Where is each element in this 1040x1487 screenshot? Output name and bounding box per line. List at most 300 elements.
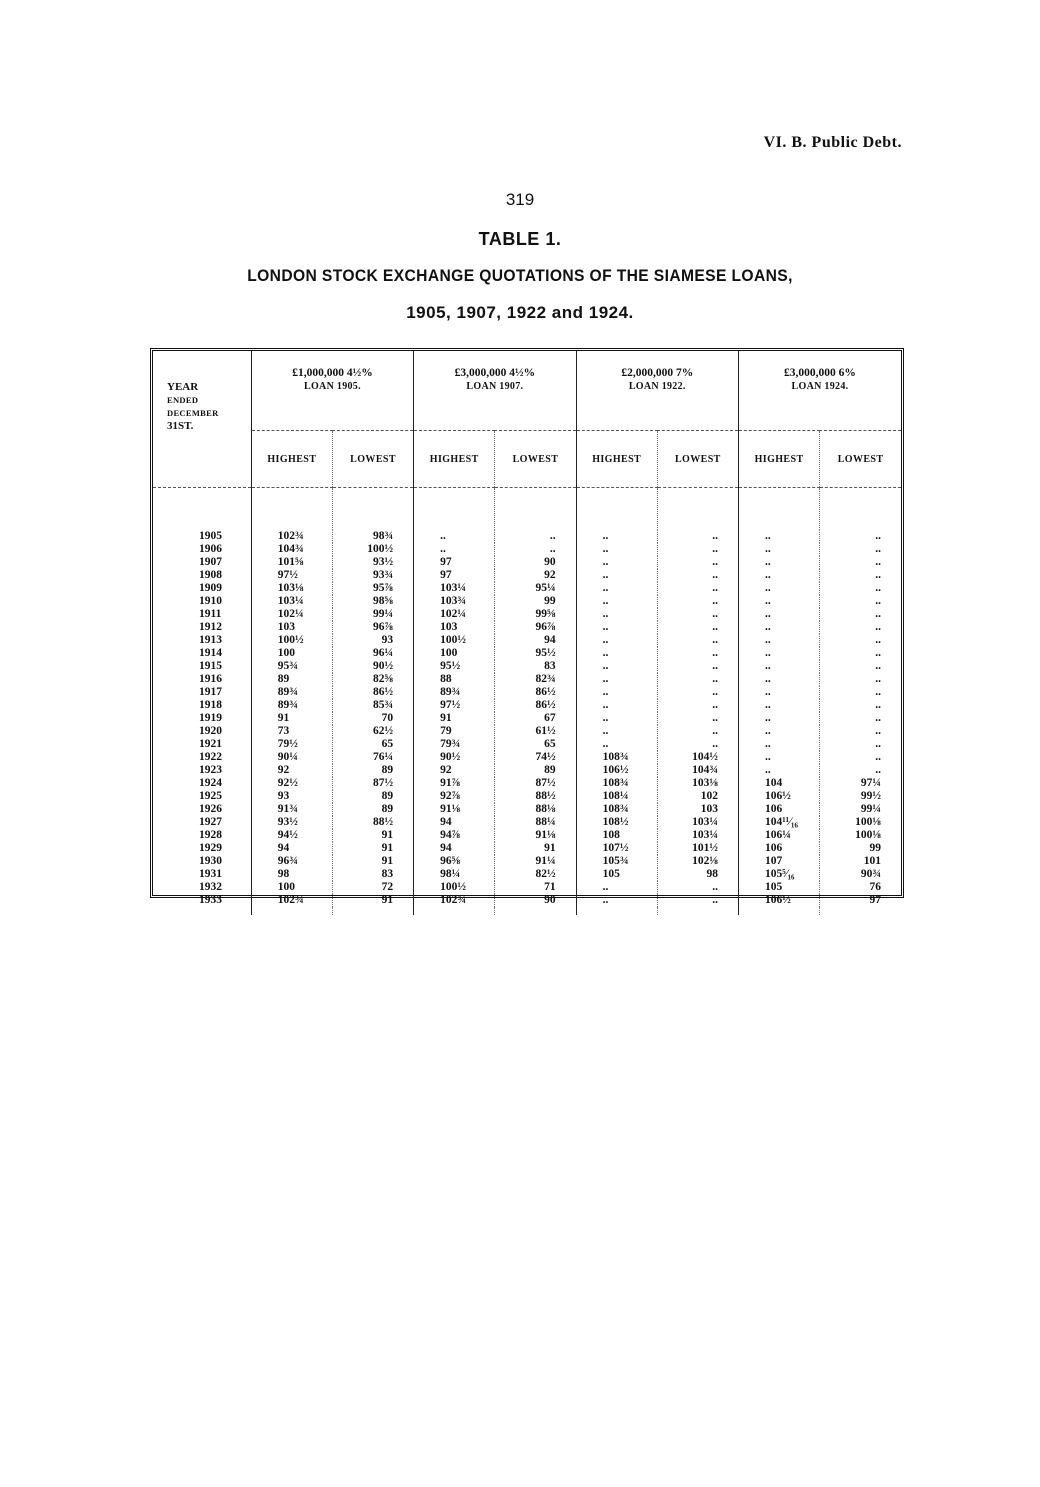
highest-cell: 90½	[414, 751, 495, 764]
highest-cell: 97½	[414, 699, 495, 712]
lowest-cell: 87½	[495, 777, 576, 790]
lowest-cell: 82¾	[495, 673, 576, 686]
lowest-header: LOWEST	[495, 431, 576, 488]
lowest-cell: 92	[495, 569, 576, 582]
highest-cell: 104¹¹⁄₁₆	[738, 816, 819, 829]
lowest-cell: ..	[657, 569, 738, 582]
table-row	[153, 556, 901, 569]
lowest-cell: 96⅞	[495, 621, 576, 634]
lowest-cell: 70	[332, 712, 413, 725]
loan-amount: £3,000,000 6%	[784, 367, 856, 379]
lowest-cell: ..	[657, 686, 738, 699]
year-cell: 1927	[153, 816, 251, 829]
year-cell: 1926	[153, 803, 251, 816]
highest-cell: 108¼	[576, 790, 657, 803]
highest-cell: 96⅝	[414, 855, 495, 868]
table-row	[153, 777, 901, 790]
highest-cell: 92	[251, 764, 332, 777]
lowest-cell: ..	[875, 660, 881, 672]
highest-cell: 100	[251, 647, 332, 660]
lowest-cell: 100⅛	[855, 829, 881, 841]
highest-cell: 95½	[414, 660, 495, 673]
lowest-cell: 67	[495, 712, 576, 725]
highest-cell: 94⅞	[414, 829, 495, 842]
highest-cell: 73	[251, 725, 332, 738]
lowest-cell: ..	[657, 894, 738, 907]
highest-header: HIGHEST	[414, 431, 495, 488]
highest-cell: ..	[576, 738, 657, 751]
table-row	[153, 816, 901, 829]
highest-cell: ..	[576, 608, 657, 621]
highest-cell: ..	[738, 582, 819, 595]
lowest-cell: ..	[875, 543, 881, 555]
highest-cell: 97½	[251, 569, 332, 582]
table-row	[153, 868, 901, 881]
lowest-cell: 89	[332, 790, 413, 803]
highest-cell: 94	[414, 842, 495, 855]
highest-header: HIGHEST	[576, 431, 657, 488]
highest-cell: 100½	[251, 634, 332, 647]
highest-cell: ..	[414, 543, 495, 556]
highest-cell: ..	[738, 569, 819, 582]
highest-cell: 100½	[414, 634, 495, 647]
table-row	[153, 894, 901, 907]
lowest-cell: ..	[875, 556, 881, 568]
table-years: 1905, 1907, 1922 and 1924.	[406, 303, 634, 322]
year-cell: 1907	[153, 556, 251, 569]
highest-cell: 103	[414, 621, 495, 634]
spacer-row	[153, 907, 901, 915]
highest-cell: 106	[738, 803, 819, 816]
highest-cell: 79¾	[414, 738, 495, 751]
table-body	[153, 488, 901, 916]
lowest-header: LOWEST	[332, 431, 413, 488]
lowest-cell: 72	[332, 881, 413, 894]
lowest-cell: 71	[495, 881, 576, 894]
highest-cell: 102¾	[251, 530, 332, 543]
highest-cell: 91	[414, 712, 495, 725]
highest-cell: 92⅞	[414, 790, 495, 803]
lowest-cell: ..	[875, 530, 881, 542]
highest-cell: 102¼	[414, 608, 495, 621]
highest-cell: ..	[738, 530, 819, 543]
lowest-cell: 99½	[860, 790, 881, 802]
highest-cell: 105	[738, 881, 819, 894]
highest-cell: 100	[414, 647, 495, 660]
highest-cell: 102¼	[251, 608, 332, 621]
lowest-cell: 104½	[657, 751, 738, 764]
year-cell: 1928	[153, 829, 251, 842]
table-row	[153, 647, 901, 660]
lowest-cell: 89	[332, 764, 413, 777]
lowest-cell: ..	[657, 712, 738, 725]
table-row	[153, 660, 901, 673]
lowest-cell: 103	[657, 803, 738, 816]
lowest-cell: 91	[332, 855, 413, 868]
highest-cell: ..	[738, 738, 819, 751]
section-tag: VI. B. Public Debt.	[763, 134, 902, 151]
highest-cell: ..	[738, 595, 819, 608]
lowest-cell: 103⅛	[657, 777, 738, 790]
lowest-cell: ..	[875, 673, 881, 685]
highest-cell: ..	[738, 699, 819, 712]
year-cell: 1929	[153, 842, 251, 855]
lowest-cell: 104¾	[657, 764, 738, 777]
year-cell: 1913	[153, 634, 251, 647]
lowest-cell: 88½	[495, 790, 576, 803]
highest-cell: ..	[576, 621, 657, 634]
table-row	[153, 764, 901, 777]
lowest-header: LOWEST	[657, 431, 738, 488]
quotations-table	[153, 351, 901, 915]
lowest-cell: ..	[495, 530, 576, 543]
lowest-cell: 88⅛	[495, 803, 576, 816]
highest-cell: ..	[738, 686, 819, 699]
year-cell: 1922	[153, 751, 251, 764]
year-cell: 1931	[153, 868, 251, 881]
highest-cell: 102¾	[251, 894, 332, 907]
highest-cell: ..	[738, 660, 819, 673]
lowest-cell: ..	[657, 530, 738, 543]
lowest-cell: 99⅝	[495, 608, 576, 621]
lowest-cell: ..	[657, 660, 738, 673]
lowest-cell: 99¼	[332, 608, 413, 621]
lowest-cell: 88¼	[495, 816, 576, 829]
year-cell: 1924	[153, 777, 251, 790]
lowest-cell: 98⅝	[332, 595, 413, 608]
year-cell: 1923	[153, 764, 251, 777]
highest-cell: ..	[576, 530, 657, 543]
table-title: TABLE 1.	[478, 229, 562, 249]
table-row	[153, 530, 901, 543]
lowest-cell: 89	[332, 803, 413, 816]
highest-cell: 106½	[738, 790, 819, 803]
highest-cell: 92½	[251, 777, 332, 790]
highest-cell: ..	[738, 556, 819, 569]
lowest-cell: ..	[657, 738, 738, 751]
highest-cell: 105⁵⁄₁₆	[738, 868, 819, 881]
year-label: YEAR	[167, 381, 199, 393]
year-cell: 1914	[153, 647, 251, 660]
lowest-cell: 74½	[495, 751, 576, 764]
year-cell: 1925	[153, 790, 251, 803]
loan-name: LOAN 1905.	[304, 381, 361, 392]
lowest-cell: 90¾	[860, 868, 881, 880]
highest-cell: ..	[576, 595, 657, 608]
highest-cell: 94	[414, 816, 495, 829]
lowest-cell: ..	[657, 582, 738, 595]
lowest-cell: ..	[875, 751, 881, 763]
highest-cell: 93½	[251, 816, 332, 829]
highest-cell: 93	[251, 790, 332, 803]
loan-1905-header	[251, 351, 413, 431]
lowest-cell: 85¾	[332, 699, 413, 712]
lowest-cell: 82½	[495, 868, 576, 881]
highest-cell: ..	[576, 634, 657, 647]
table-row	[153, 842, 901, 855]
lowest-cell: 91⅛	[495, 829, 576, 842]
spacer-row	[153, 488, 901, 531]
highest-cell: 89¾	[414, 686, 495, 699]
lowest-cell: ..	[495, 543, 576, 556]
table-row	[153, 621, 901, 634]
day-label: 31ST.	[167, 420, 194, 432]
table-row	[153, 543, 901, 556]
lowest-cell: 89	[495, 764, 576, 777]
loan-1922-header	[576, 351, 738, 431]
lowest-cell: 93¾	[332, 569, 413, 582]
lowest-cell: 100⅛	[855, 816, 881, 828]
highest-cell: ..	[576, 881, 657, 894]
highest-cell: 107½	[576, 842, 657, 855]
table-heading: LONDON STOCK EXCHANGE QUOTATIONS OF THE SIAMESE LOANS,	[247, 266, 793, 285]
highest-cell: 100½	[414, 881, 495, 894]
highest-cell: ..	[576, 725, 657, 738]
table-row	[153, 751, 901, 764]
highest-cell: 106¼	[738, 829, 819, 842]
lowest-cell: 99	[869, 842, 881, 854]
highest-cell: ..	[738, 543, 819, 556]
highest-cell: ..	[738, 647, 819, 660]
table-row	[153, 855, 901, 868]
year-cell: 1911	[153, 608, 251, 621]
lowest-cell: 76	[869, 881, 881, 893]
table-row	[153, 569, 901, 582]
highest-cell: 108	[576, 829, 657, 842]
year-cell: 1920	[153, 725, 251, 738]
lowest-cell: ..	[875, 582, 881, 594]
highest-cell: 91⅞	[414, 777, 495, 790]
year-cell: 1916	[153, 673, 251, 686]
highest-cell: ..	[576, 660, 657, 673]
highest-cell: 91¾	[251, 803, 332, 816]
lowest-cell: 100½	[332, 543, 413, 556]
lowest-cell: ..	[875, 725, 881, 737]
year-cell: 1918	[153, 699, 251, 712]
highest-cell: 103⅛	[251, 582, 332, 595]
loan-amount: £3,000,000 4½%	[454, 367, 536, 379]
lowest-cell: 95½	[495, 647, 576, 660]
highest-cell: ..	[576, 673, 657, 686]
highest-cell: ..	[576, 699, 657, 712]
highest-cell: 108¾	[576, 777, 657, 790]
highest-cell: 106	[738, 842, 819, 855]
year-cell: 1912	[153, 621, 251, 634]
loan-amount: £2,000,000 7%	[621, 367, 694, 379]
year-cell: 1917	[153, 686, 251, 699]
lowest-cell: 96¼	[332, 647, 413, 660]
highest-cell: 105¾	[576, 855, 657, 868]
year-cell: 1919	[153, 712, 251, 725]
highest-cell: ..	[738, 634, 819, 647]
table-row	[153, 712, 901, 725]
highest-cell: ..	[576, 894, 657, 907]
lowest-cell: 91¼	[495, 855, 576, 868]
highest-cell: ..	[576, 582, 657, 595]
highest-cell: 103¾	[414, 595, 495, 608]
highest-cell: 103¼	[251, 595, 332, 608]
year-cell: 1905	[153, 530, 251, 543]
table-row	[153, 881, 901, 894]
lowest-cell: 93½	[332, 556, 413, 569]
highest-header: HIGHEST	[251, 431, 332, 488]
year-column-header	[153, 351, 251, 488]
lowest-cell: 101½	[657, 842, 738, 855]
lowest-cell: ..	[657, 595, 738, 608]
lowest-cell: 65	[495, 738, 576, 751]
lowest-cell: ..	[657, 673, 738, 686]
lowest-cell: ..	[657, 647, 738, 660]
lowest-cell: 95⅞	[332, 582, 413, 595]
lowest-cell: ..	[657, 608, 738, 621]
table-row	[153, 608, 901, 621]
highest-cell: 103	[251, 621, 332, 634]
year-cell: 1908	[153, 569, 251, 582]
loan-1924-header	[738, 351, 901, 431]
highest-cell: 91⅛	[414, 803, 495, 816]
table-row	[153, 699, 901, 712]
table-row	[153, 686, 901, 699]
lowest-cell: ..	[875, 764, 881, 776]
year-cell: 1915	[153, 660, 251, 673]
highest-cell: ..	[738, 608, 819, 621]
lowest-cell: 83	[332, 868, 413, 881]
highest-cell: 95¾	[251, 660, 332, 673]
highest-header: HIGHEST	[738, 431, 819, 488]
lowest-cell: ..	[875, 647, 881, 659]
highest-cell: 104	[738, 777, 819, 790]
lowest-cell: 97¼	[860, 777, 881, 789]
highest-cell: ..	[576, 712, 657, 725]
highest-cell: 89	[251, 673, 332, 686]
table-row	[153, 582, 901, 595]
highest-cell: 98¼	[414, 868, 495, 881]
lowest-cell: ..	[875, 621, 881, 633]
lowest-cell: 82⅝	[332, 673, 413, 686]
lowest-cell: ..	[657, 543, 738, 556]
year-cell: 1921	[153, 738, 251, 751]
year-cell: 1933	[153, 894, 251, 907]
highest-cell: ..	[738, 712, 819, 725]
lowest-cell: 91	[332, 829, 413, 842]
highest-cell: 97	[414, 556, 495, 569]
highest-cell: 89¾	[251, 686, 332, 699]
lowest-cell: ..	[875, 738, 881, 750]
lowest-cell: 83	[495, 660, 576, 673]
highest-cell: 79½	[251, 738, 332, 751]
highest-cell: 94½	[251, 829, 332, 842]
table-row	[153, 738, 901, 751]
highest-cell: 102¾	[414, 894, 495, 907]
highest-cell: ..	[738, 764, 819, 777]
highest-cell: 94	[251, 842, 332, 855]
lowest-cell: 98	[657, 868, 738, 881]
lowest-cell: 101	[863, 855, 881, 867]
lowest-cell: 99	[495, 595, 576, 608]
lowest-cell: ..	[657, 556, 738, 569]
lowest-header: LOWEST	[820, 431, 901, 488]
highest-cell: ..	[576, 569, 657, 582]
highest-cell: ..	[414, 530, 495, 543]
highest-cell: 101⅝	[251, 556, 332, 569]
year-cell: 1932	[153, 881, 251, 894]
ended-label: ENDED	[167, 395, 199, 405]
loan-amount: £1,000,000 4½%	[292, 367, 373, 379]
highest-cell: ..	[738, 751, 819, 764]
lowest-cell: 91	[332, 894, 413, 907]
loan-name: LOAN 1922.	[628, 381, 686, 392]
highest-cell: 105	[576, 868, 657, 881]
table-row	[153, 673, 901, 686]
lowest-cell: ..	[657, 621, 738, 634]
lowest-cell: 91	[495, 842, 576, 855]
table-row	[153, 725, 901, 738]
lowest-cell: ..	[657, 699, 738, 712]
lowest-cell: 61½	[495, 725, 576, 738]
lowest-cell: ..	[657, 725, 738, 738]
lowest-cell: ..	[875, 634, 881, 646]
highest-cell: 97	[414, 569, 495, 582]
year-cell: 1909	[153, 582, 251, 595]
highest-cell: ..	[738, 621, 819, 634]
highest-cell: ..	[738, 673, 819, 686]
highest-cell: 91	[251, 712, 332, 725]
highest-cell: 106½	[738, 894, 819, 907]
lowest-cell: 86½	[495, 699, 576, 712]
lowest-cell: 95¼	[495, 582, 576, 595]
highest-cell: ..	[576, 647, 657, 660]
lowest-cell: 102	[657, 790, 738, 803]
lowest-cell: ..	[875, 699, 881, 711]
lowest-cell: 94	[495, 634, 576, 647]
highest-cell: 92	[414, 764, 495, 777]
lowest-cell: 91	[332, 842, 413, 855]
year-cell: 1910	[153, 595, 251, 608]
lowest-cell: 76¼	[332, 751, 413, 764]
highest-cell: ..	[576, 543, 657, 556]
lowest-cell: 99¼	[860, 803, 881, 815]
lowest-cell: 86½	[332, 686, 413, 699]
lowest-cell: ..	[875, 595, 881, 607]
lowest-cell: 62½	[332, 725, 413, 738]
lowest-cell: 88½	[332, 816, 413, 829]
year-cell: 1930	[153, 855, 251, 868]
highest-cell: 88	[414, 673, 495, 686]
lowest-cell: 103¼	[657, 829, 738, 842]
lowest-cell: ..	[657, 634, 738, 647]
table-row	[153, 803, 901, 816]
lowest-cell: 90	[495, 894, 576, 907]
highest-cell: 106½	[576, 764, 657, 777]
december-label: DECEMBER	[167, 408, 219, 418]
highest-cell: ..	[576, 556, 657, 569]
highest-cell: ..	[576, 686, 657, 699]
loan-1907-header	[414, 351, 576, 431]
lowest-cell: 97	[869, 894, 881, 906]
lowest-cell: 93	[332, 634, 413, 647]
highest-cell: 108¾	[576, 751, 657, 764]
lowest-cell: 65	[332, 738, 413, 751]
table-row	[153, 829, 901, 842]
highest-cell: 108¾	[576, 803, 657, 816]
highest-cell: ..	[738, 725, 819, 738]
lowest-cell: 102⅛	[657, 855, 738, 868]
highest-cell: 103¼	[414, 582, 495, 595]
highest-cell: 100	[251, 881, 332, 894]
lowest-cell: 90½	[332, 660, 413, 673]
highest-cell: 107	[738, 855, 819, 868]
lowest-cell: 87½	[332, 777, 413, 790]
